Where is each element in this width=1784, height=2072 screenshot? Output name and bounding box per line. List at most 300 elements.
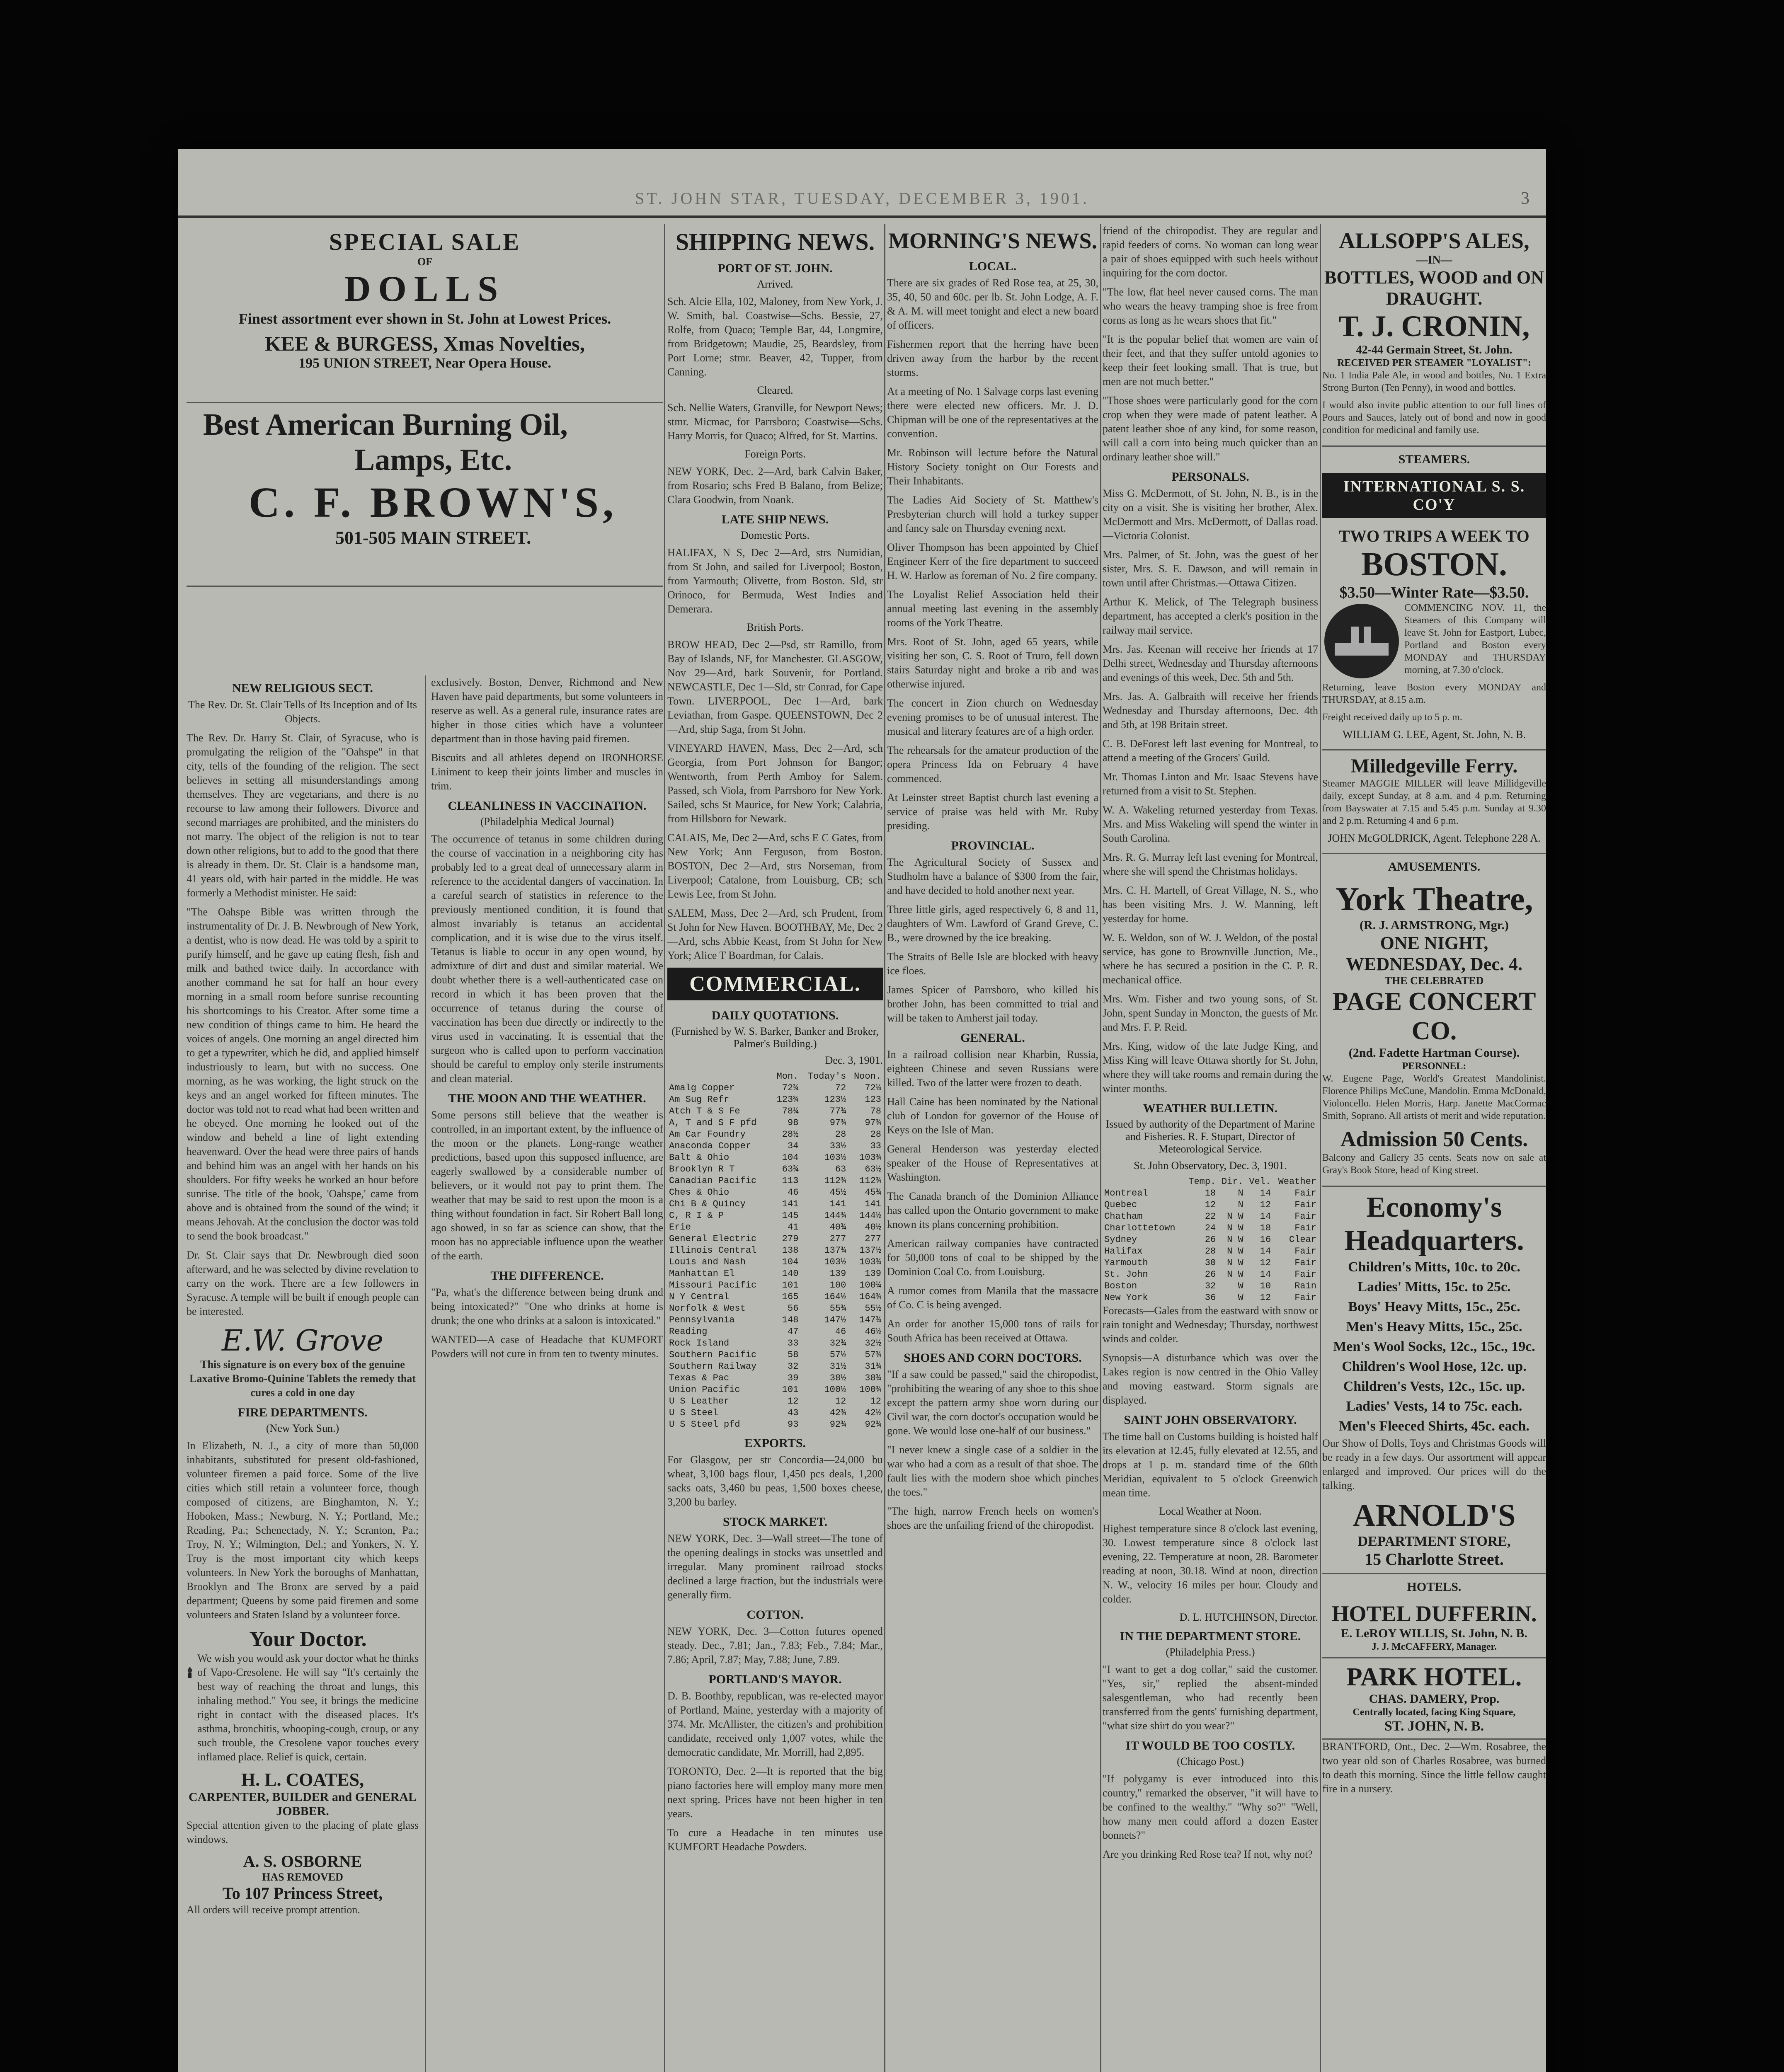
costly-para: "If polygamy is ever introduced into this country," remarked the observer, "it will have to be confined to the wealthy." "Why so?" "Well, how many men could afford a dozen Easter bonnets?" <box>1103 1773 1318 1841</box>
weather-value: 26 <box>1205 1234 1216 1245</box>
one-night: ONE NIGHT, <box>1380 933 1488 953</box>
column-2 <box>667 224 883 2072</box>
weather-row <box>1103 1292 1318 1304</box>
personal-14: Mrs. C. H. Martell, of Great Village, N. S., who has been visiting Mrs. J. W. Manning, left yesterday for home. <box>1103 884 1318 925</box>
quotation-row <box>667 1198 883 1210</box>
stock-price: 144½ <box>859 1210 881 1221</box>
headache-para: To cure a Headache in ten minutes use KUMFORT Headache Powders. <box>667 1827 883 1853</box>
news-para-24: "I never knew a single case of a soldier in the war who had a corn as a result of that shoe. The fault lies with the modern shoe which pinches the toes." <box>887 1444 1098 1498</box>
park-city: ST. JOHN, N. B. <box>1384 1719 1484 1734</box>
finest-line: Finest assortment ever shown in St. John at Lowest Prices. <box>238 310 611 327</box>
weather-value: N W <box>1227 1234 1243 1245</box>
stock-price: 97¾ <box>865 1118 881 1128</box>
stock-price: 55¾ <box>829 1303 846 1314</box>
weather-station: Yarmouth <box>1104 1258 1148 1268</box>
port-heading: PORT OF ST. JOHN. <box>717 261 833 275</box>
stock-name: Texas & Pac <box>669 1373 730 1383</box>
column-5 <box>1322 224 1546 2072</box>
stock-price: 123½ <box>824 1094 846 1105</box>
col4-para-2: "The low, flat heel never caused corns. The man who wears the heavy tramping shoe is free from corns as long as he wears shoes that fit." <box>1103 286 1318 326</box>
quotation-row <box>667 1129 883 1140</box>
stock-price: 141 <box>829 1199 846 1209</box>
stock-price: 100½ <box>824 1385 846 1395</box>
local-weather-para: Highest temperature since 8 o'clock last evening, 30. Lowest temperature since 8 o'clock last evening, 22. Temperature at noon, 28. Barometer reading at noon, 30.18. Wind at noon, direction N. W., velocity 16 miles per hour. Cloudy and colder. <box>1103 1523 1318 1605</box>
personal-9: Mrs. Jas. A. Galbraith will receive her friends Wednesday and Thursday afternoons, Dec. 4th and 5th, at 198 Britain street. <box>1103 690 1318 731</box>
stock-price: 123¾ <box>776 1094 799 1105</box>
costly-heading: IT WOULD BE TOO COSTLY. <box>1125 1739 1295 1752</box>
stock-price: 123 <box>865 1094 881 1105</box>
mayor-heading: PORTLAND'S MAYOR. <box>708 1673 842 1686</box>
news-para-12: The Agricultural Society of Sussex and Studholm have a balance of $300 from the fair, and have decided to hold another next year. <box>887 856 1098 896</box>
quotes-col-today: Today's <box>807 1071 846 1082</box>
stock-name: Atch T & S Fe <box>669 1106 740 1116</box>
stock-name: Southern Pacific <box>669 1350 757 1360</box>
sect-para-1: The Rev. Dr. Harry St. Clair, of Syracuse, who is promulgating the religion of the "Oahspe" in that city, tells of the founding of the religion. The sect believes in setting all misunderstandings among themselves. They are vegetarians, and there is no recourse to law among their followers. Divorce and second marriages are prohibited, and the ministers do not marry. The object of the religion is not to tear down other religions, but to add to the good that there is already in them. Dr. St. Clair is a handsome man, 41 years old, with hair parted in the middle. He was formerly a Methodist minister. He said: <box>187 732 419 899</box>
stock-price: 140 <box>782 1268 799 1279</box>
stock-name: U S Steel pfd <box>669 1419 740 1430</box>
weather-value: N W <box>1227 1246 1243 1256</box>
cotton-para: NEW YORK, Dec. 3—Cotton futures opened steady. Dec., 7.81; Jan., 7.83; Feb., 7.84; Mar., 7.86; April, 7.87; May, 7.88; June, 7.89. <box>667 1625 883 1665</box>
page-concert: PAGE CONCERT CO. <box>1332 988 1536 1045</box>
quotations-header-row <box>667 1071 883 1082</box>
weather-date: St. John Observatory, Dec. 3, 1901. <box>1134 1159 1287 1172</box>
stock-price: 93 <box>788 1419 799 1430</box>
quotation-row <box>667 1419 883 1431</box>
quotes-col-mon: Mon. <box>776 1071 799 1082</box>
personal-6: Mrs. Palmer, of St. John, was the guest of her sister, Mrs. S. E. Dawson, and will remain in town until after Christmas.—Ottawa Citizen. <box>1103 549 1318 589</box>
park-heading: PARK HOTEL. <box>1346 1663 1522 1691</box>
news-para-23: "If a saw could be passed," said the chiropodist, "prohibiting the wearing of any shoe to this shoe except the pattern army shoe worn during our Civil war, the corn doctor's occupation would be gone. We would lose one-half of our business." <box>887 1368 1098 1437</box>
freight-para: Freight received daily up to 5 p. m. <box>1322 712 1462 723</box>
stock-price: 277 <box>865 1234 881 1244</box>
news-para-2: Fishermen report that the herring have been driven away from the harbor by the recent storms. <box>887 338 1098 378</box>
personal-17: Mrs. King, widow of the late Judge King, and Miss King will leave Ottawa shortly for St. John, where they will take rooms and remain during the winter months. <box>1103 1040 1318 1094</box>
stock-price: 148 <box>782 1315 799 1325</box>
weather-row <box>1103 1222 1318 1234</box>
news-para-15: James Spicer of Parrsboro, who killed his brother John, has been committed to trial and will be taken to Amherst jail today. <box>887 984 1098 1024</box>
stock-price: 141 <box>782 1199 799 1209</box>
stock-price: 100 <box>829 1280 846 1290</box>
allsopp-bottles: BOTTLES, WOOD and ON DRAUGHT. <box>1324 267 1544 309</box>
osborne-sub: HAS REMOVED <box>262 1871 343 1883</box>
weather-value: Fair <box>1294 1246 1316 1256</box>
general-heading: GENERAL. <box>960 1031 1025 1045</box>
weather-row <box>1103 1257 1318 1269</box>
news-para-13: Three little girls, aged respectively 6, 8 and 11, daughters of Wm. Lawford of Grand Greve, C. B., were drowned by the ice breaking. <box>887 903 1098 944</box>
steamship-icon <box>1322 602 1401 680</box>
page-concert-sub: (2nd. Fadette Hartman Course). <box>1348 1046 1520 1060</box>
weather-value: 14 <box>1260 1246 1271 1256</box>
personal-15: W. E. Weldon, son of W. J. Weldon, of the postal service, has gone to Brownville Junction, Me., where he has secured a position in the C. P. R. mechanical office. <box>1103 932 1318 986</box>
dept-store-source: (Philadelphia Press.) <box>1166 1646 1255 1658</box>
stock-name: Reading <box>669 1326 708 1337</box>
weather-row <box>1103 1246 1318 1257</box>
stock-price: 113 <box>782 1176 799 1186</box>
price-item: Men's Heavy Mitts, 15c., 25c. <box>1346 1319 1522 1334</box>
quotation-row <box>667 1210 883 1222</box>
weather-value: 22 <box>1205 1211 1216 1222</box>
toronto-para: TORONTO, Dec. 2—It is reported that the big piano factories here will employ many more men next spring. Prices have not been higher in ten years. <box>667 1765 883 1820</box>
sale-of: OF <box>417 256 433 268</box>
observatory-heading: SAINT JOHN OBSERVATORY. <box>1124 1413 1297 1427</box>
quotations-date: Dec. 3, 1901. <box>825 1054 883 1066</box>
stock-price: 32¾ <box>829 1338 846 1348</box>
economy-heading: Economy's <box>1366 1191 1502 1223</box>
dolls-heading: DOLLS <box>344 269 506 309</box>
weather-value: 26 <box>1205 1269 1216 1280</box>
stock-price: 104 <box>782 1257 799 1267</box>
fire-para: In Elizabeth, N. J., a city of more than 50,000 inhabitants, substituted for present old-fashioned, volunteer firemen a paid force. Some of the live cities which still retain a volunteer force, though composed of citizens, are Binghamton, N. Y.; Hoboken, Mass.; Newburg, N. Y.; Portland, Me.; Reading, Pa.; Schenectady, N. Y.; Scranton, Pa.; Troy, N. Y.; Wilmington, Del.; and Yonkers, N. Y. Troy is the most important city which keeps volunteers. In New York the boroughs of Manhattan, Brooklyn and The Bronx are served by a paid department; Queens by some paid firemen and some volunteers and Staten Island by a volunteer force. <box>187 1440 419 1621</box>
stock-price: 277 <box>829 1234 846 1244</box>
stock-name: Am Car Foundry <box>669 1129 746 1140</box>
weather-value: 14 <box>1260 1211 1271 1222</box>
quotation-row <box>667 1094 883 1106</box>
moon-heading: THE MOON AND THE WEATHER. <box>448 1092 646 1105</box>
exports-heading: EXPORTS. <box>744 1436 806 1450</box>
stock-heading: STOCK MARKET. <box>722 1515 828 1529</box>
red-rose-para: Are you drinking Red Rose tea? If not, why not? <box>1103 1848 1313 1860</box>
weather-row <box>1103 1280 1318 1292</box>
allsopp-ad <box>1322 224 1546 447</box>
stock-price: 31½ <box>829 1361 846 1372</box>
weather-value: 18 <box>1260 1223 1271 1233</box>
stock-price: 63 <box>835 1164 846 1174</box>
sect-para-3: Dr. St. Clair says that Dr. Newbrough died soon afterward, and he was selected by divine revelation to carry on the work. There are a few followers in Syracuse. A temple will be built if enough people can be interested. <box>187 1249 419 1317</box>
stock-name: Rock Island <box>669 1338 730 1348</box>
weather-value: Fair <box>1294 1258 1316 1268</box>
provincial-heading: PROVINCIAL. <box>951 839 1035 852</box>
weather-value: 12 <box>1260 1258 1271 1268</box>
local-heading: LOCAL. <box>969 259 1017 273</box>
weather-value: Clear <box>1289 1234 1316 1245</box>
quotation-row <box>667 1245 883 1256</box>
sect-para-2: "The Oahspe Bible was written through the instrumentality of Dr. J. B. Newbrough of New York, a dentist, who is now dead. He was told by a spirit to purify himself, and he gave up eating flesh, fish and milk and bathed twice daily. In accordance with another command he sat for half an hour every morning in a small room before sunrise recounting his shortcomings to his Creator. After some time a new condition of things came to him. He heard the voices of angels. One morning an angel directed him to get a typewriter, which he did, and applied himself industriously to learn, but with no success. One morning, as he was working, the light struck on the keys and an angel worked for fifteen minutes. The doctor was told not to read what had been written and he obeyed. One morning he looked out of the window and beheld a line of light extending heavenward. Over the head were three pairs of hands and behind him was an angel with her hands on his shoulders. For fifty weeks he worked an hour before sunrise. The title of the book, 'Oahspe,' came from above and is obtained from the sound of the wind; it means Jehovah. At the conclusion the doctor was told to send the book broadcast." <box>187 906 419 1242</box>
quotation-row <box>667 1082 883 1094</box>
show-para: Our Show of Dolls, Toys and Christmas Goods will be ready in a few days. Our assortment will appear enlarged and improved. Our prices will do the talking. <box>1322 1437 1546 1491</box>
stock-price: 39 <box>788 1373 799 1383</box>
weather-col-dir: Dir. <box>1221 1176 1243 1187</box>
stock-price: 147½ <box>824 1315 846 1325</box>
dufferin-ad <box>1322 1597 1546 1658</box>
weather-station: Sydney <box>1104 1234 1137 1245</box>
personal-12: W. A. Wakeling returned yesterday from Texas. Mrs. and Miss Wakeling will spend the winter in South Carolina. <box>1103 804 1318 844</box>
personal-5: Miss G. McDermott, of St. John, N. B., is in the city on a visit. She is visiting her brother, Alex. McDermott and Mrs. McDermott, of Dallas road.—Victoria Colonist. <box>1103 487 1318 542</box>
news-para-5: The Ladies Aid Society of St. Matthew's Presbyterian church will hold a turkey supper and fancy sale on Thursday evening next. <box>887 494 1098 534</box>
weather-value: W <box>1238 1281 1243 1291</box>
stock-price: 98 <box>788 1118 799 1128</box>
stock-price: 32 <box>788 1361 799 1372</box>
stock-price: 12 <box>788 1396 799 1406</box>
personnel-heading: PERSONNEL: <box>1402 1061 1466 1072</box>
quotation-row <box>667 1175 883 1187</box>
stock-price: 147¾ <box>859 1315 881 1325</box>
difference-para: "Pa, what's the difference between being drunk and being intoxicated?" "One who drinks at home is drunk; the one who drinks at a saloon is intoxicated." <box>431 1286 663 1326</box>
news-para-14: The Straits of Belle Isle are blocked with heavy ice floes. <box>887 951 1098 977</box>
local-weather-heading: Local Weather at Noon. <box>1159 1505 1262 1517</box>
stock-price: 33½ <box>829 1141 846 1151</box>
weather-station: Boston <box>1104 1281 1137 1291</box>
weather-value: 36 <box>1205 1293 1216 1303</box>
stock-price: 104 <box>782 1152 799 1163</box>
stock-price: 40½ <box>865 1222 881 1232</box>
price-item: Children's Wool Hose, 12c. up. <box>1342 1359 1527 1374</box>
director-signature: D. L. HUTCHINSON, Director. <box>1179 1611 1318 1623</box>
stock-price: 47 <box>788 1326 799 1337</box>
stock-price: 57¾ <box>865 1350 881 1360</box>
stock-price: 63¾ <box>782 1164 799 1174</box>
quotations-table <box>667 1071 883 1431</box>
news-para-16: In a railroad collision near Kharbin, Russia, eighteen Chinese and seven Russians were killed. Two of the latter were frozen to death. <box>887 1048 1098 1089</box>
quotation-row <box>667 1372 883 1384</box>
quotation-row <box>667 1280 883 1291</box>
weather-value: Rain <box>1294 1281 1316 1291</box>
news-para-6: Oliver Thompson has been appointed by Chief Engineer Kerr of the fire department to succeed H. W. Harlow as foreman of No. 2 fire company. <box>887 541 1098 581</box>
stock-price: 112¾ <box>824 1176 846 1186</box>
shipping-para-1: Sch. Alcie Ella, 102, Maloney, from New York, J. W. Smith, bal. Coastwise—Schs. Bessie, 27, Rolfe, from Quaco; Temple Bar, 44, Longmire, from Bridgetown; Maudie, 25, Beardsley, from Port Lorne; stmr. Beaver, 42, Tupper, from Canning. <box>667 295 883 378</box>
price-item: Children's Mitts, 10c. to 20c. <box>1348 1259 1520 1275</box>
weather-value: 12 <box>1260 1200 1271 1210</box>
shipping-para-2: Sch. Nellie Waters, Granville, for Newport News; stmr. Micmac, for Parrsboro; Coastwise—Schs. Harry Morris, for Quaco; Alfred, for St. Martins. <box>667 402 883 442</box>
quotations-heading: DAILY QUOTATIONS. <box>711 1009 839 1022</box>
column-rule-4 <box>1320 224 1321 2072</box>
quotation-row <box>667 1140 883 1152</box>
stock-price: 45¾ <box>865 1187 881 1198</box>
admission: Admission 50 Cents. <box>1340 1128 1528 1151</box>
observatory-para: The time ball on Customs building is hoisted half its elevation at 12.45, fully elevated at 12.55, and drops at 1 p. m. standard time of the 60th Meridian, equivalent to 5 o'clock Greenwich mean time. <box>1103 1431 1318 1499</box>
dufferin-sub: E. LeROY WILLIS, St. John, N. B. <box>1340 1627 1528 1640</box>
quotation-row <box>667 1314 883 1326</box>
difference-heading: THE DIFFERENCE. <box>490 1269 604 1283</box>
stock-price: 164¾ <box>859 1292 881 1302</box>
stock-price: 55½ <box>865 1303 881 1314</box>
stock-price: 63½ <box>865 1164 881 1174</box>
news-para-8: Mrs. Root of St. John, aged 65 years, while visiting her son, C. S. Root of Truro, fell down stairs Saturday night and broke a rib and was otherwise injured. <box>887 636 1098 690</box>
stock-name: Amalg Copper <box>669 1083 735 1093</box>
personal-11: Mr. Thomas Linton and Mr. Isaac Stevens have returned from a visit to St. Stephen. <box>1103 771 1318 797</box>
returning-para: Returning, leave Boston every MONDAY and THURSDAY, at 8.15 a.m. <box>1322 682 1546 705</box>
doctor-ad <box>187 1627 419 1769</box>
column-3 <box>887 224 1098 2072</box>
steamer-block <box>1322 602 1546 681</box>
mayor-para: D. B. Boothby, republican, was re-elected mayor of Portland, Maine, yesterday with a majority of 374. Mr. McAllister, the citizen's and prohibition candidate, received only 1,007 votes, while the democratic candidate, Mr. Morrill, had 2,895. <box>667 1690 883 1758</box>
stock-name: Norfolk & West <box>669 1303 746 1314</box>
stock-price: 42¾ <box>829 1408 846 1418</box>
stock-price: 103½ <box>824 1257 846 1267</box>
quotation-row <box>667 1117 883 1129</box>
weather-value: 18 <box>1205 1188 1216 1198</box>
personnel-para: W. Eugene Page, World's Greatest Mandolinist. Florence Philips McCune, Mandolin. Emma McDonald, Violoncello. Helen Morris, Harp. Janette MacCormac Smith, Soprano. All artists of merit and wide reputation. <box>1322 1073 1546 1121</box>
mcgoldrick-agent: JOHN McGOLDRICK, Agent. Telephone 228 A. <box>1328 832 1541 844</box>
news-para-19: The Canada branch of the Dominion Alliance has called upon the Ontario government to make known its plans concerning prohibition. <box>887 1190 1098 1230</box>
york-manager: (R. J. ARMSTRONG, Mgr.) <box>1360 918 1509 932</box>
sect-heading: NEW RELIGIOUS SECT. <box>232 681 373 695</box>
weather-value: Fair <box>1294 1293 1316 1303</box>
weather-body <box>1103 1188 1318 1304</box>
brown-address: 501-505 MAIN STREET. <box>335 528 531 548</box>
quotation-row <box>667 1303 883 1314</box>
two-trips: TWO TRIPS A WEEK TO <box>1339 527 1529 545</box>
stock-price: 28 <box>870 1129 881 1140</box>
weather-value: Fair <box>1294 1269 1316 1280</box>
kee-address: 195 UNION STREET, Near Opera House. <box>298 356 551 371</box>
weather-value: N W <box>1227 1211 1243 1222</box>
weather-station: St. John <box>1104 1269 1148 1280</box>
insurance-para: exclusively. Boston, Denver, Richmond and New Haven have paid departments, but some volunteers in reserve as well. As a general rule, insurance rates are higher in those cities which have a volunteer department than in those having paid firemen. <box>431 676 663 745</box>
weather-value: 10 <box>1260 1281 1271 1291</box>
quotation-row <box>667 1222 883 1233</box>
stock-price: 145 <box>782 1210 799 1221</box>
col4-para-3: "It is the popular belief that women are vain of their feet, and that they suffer untold agonies to keep their feet looking small. That is true, but men are not much better." <box>1103 333 1318 387</box>
quotation-row <box>667 1349 883 1361</box>
column-1 <box>187 224 663 2072</box>
lee-agent: WILLIAM G. LEE, Agent, St. John, N. B. <box>1343 729 1526 741</box>
weather-col-vel: Vel. <box>1249 1176 1271 1187</box>
shipping-title: SHIPPING NEWS. <box>675 228 875 255</box>
col4-para-1: friend of the chiropodist. They are regular and rapid feeders of corns. No woman can long wear a pair of shoes equipped with such heels without inquiring for the corn doctor. <box>1103 225 1318 279</box>
news-para-7: The Loyalist Relief Association held their annual meeting last evening in the assembly rooms of the York Theatre. <box>887 588 1098 629</box>
stock-name: Pennsylvania <box>669 1315 735 1325</box>
stock-price: 33 <box>788 1338 799 1348</box>
personal-10: C. B. DeForest left last evening for Montreal, to attend a meeting of the Grocers' Guild. <box>1103 738 1318 764</box>
stock-price: 141 <box>865 1199 881 1209</box>
doctor-para: We wish you would ask your doctor what he thinks of Vapo-Cresolene. He will say "It's certainly the best way of reaching the throat and lungs, this inhaling method." You see, it brings the medicine right in contact with the diseased places. It's asthma, bronchitis, whooping-cough, croup, or any such trouble, the Cresolene vapor touches every inflamed place. Relief is quick, certain. <box>197 1652 419 1763</box>
york-theatre-ad <box>1322 876 1546 1187</box>
weather-value: 32 <box>1205 1281 1216 1291</box>
stock-price: 103¾ <box>859 1152 881 1163</box>
mccaffery-manager: J. J. McCAFFERY, Manager. <box>1371 1641 1497 1652</box>
public-para: I would also invite public attention to our full lines of Pours and Sauces, lately out of bond and now in good condition for medicinal and family use. <box>1322 400 1546 436</box>
stock-price: 38¾ <box>865 1373 881 1383</box>
commercial-heading: COMMERCIAL. <box>667 968 883 1000</box>
column-4 <box>1103 224 1318 2072</box>
quotations-body <box>667 1082 883 1431</box>
shipping-para-6: VINEYARD HAVEN, Mass, Dec 2—Ard, sch Georgia, from Port Johnson for Bangor; Wentworth, from Perth Amboy for Salem. Passed, sch Viola, from Parrsboro for New York. Sailed, schs St Maurice, for New York; Calabria, from Hillsboro for Newark. <box>667 742 883 825</box>
stock-price: 45½ <box>829 1187 846 1198</box>
stock-price: 72¼ <box>865 1083 881 1093</box>
intl-heading: INTERNATIONAL S. S. CO'Y <box>1322 473 1546 518</box>
news-para-25: "The high, narrow French heels on women's shoes are the unfailing friend of the chiropodist. <box>887 1505 1098 1531</box>
ferry-ad <box>1322 750 1546 854</box>
price-item: Children's Vests, 12c., 15c. up. <box>1343 1379 1525 1394</box>
stock-price: 164½ <box>824 1292 846 1302</box>
quotation-row <box>667 1384 883 1396</box>
lamp-icon <box>187 1627 193 1718</box>
stock-para: NEW YORK, Dec. 3—Wall street—The tone of the opening dealings in stocks was unsettled and irregular. Many prominent railroad stocks declined a large fraction, but the industrials were generally firm. <box>667 1532 883 1601</box>
price-item: Men's Fleeced Shirts, 45c. each. <box>1339 1418 1529 1434</box>
stock-price: 78¼ <box>782 1106 799 1116</box>
brown-heading: C. F. BROWN'S, <box>248 479 618 526</box>
stock-price: 46½ <box>865 1326 881 1337</box>
stock-name: U S Steel <box>669 1408 718 1418</box>
arnold-heading: ARNOLD'S <box>1353 1498 1516 1533</box>
stock-name: N Y Central <box>669 1292 730 1302</box>
signature-image: E.W. Grove <box>221 1324 384 1358</box>
stock-price: 42½ <box>865 1408 881 1418</box>
stock-name: Chi B & Quincy <box>669 1199 746 1209</box>
stock-name: Brooklyn R T <box>669 1164 735 1174</box>
stock-price: 97¾ <box>829 1118 846 1128</box>
fire-source: (New York Sun.) <box>266 1422 339 1434</box>
biscuits-para: Biscuits and all athletes depend on IRONHORSE Liniment to keep their joints limber and muscles in trim. <box>431 752 663 792</box>
quotation-row <box>667 1187 883 1198</box>
stock-price: 72 <box>835 1083 846 1093</box>
quotation-row <box>667 1164 883 1175</box>
steamship-ad <box>1322 469 1546 750</box>
quotation-row <box>667 1396 883 1407</box>
osborne-note: All orders will receive prompt attention. <box>187 1904 360 1916</box>
stock-price: 40¾ <box>829 1222 846 1232</box>
morning-news-title: MORNING'S NEWS. <box>888 228 1098 253</box>
weather-value: 12 <box>1260 1293 1271 1303</box>
page-number: 3 <box>1521 189 1529 208</box>
news-para-11: At Leinster street Baptist church last evening a service of praise was held with Mr. Ruby presiding. <box>887 792 1098 832</box>
vaccination-para: The occurrence of tetanus in some children during the course of vaccination in a neighboring city has probably led to a great deal of unnecessary alarm in reference to the accidental dangers of vaccination. In a careful search of statistics in reference to the previously mentioned condition, it is found that almost invariably is tetanus an accidental complication, and it is wise due to the virus itself. Tetanus is liable to occur in any open wound, by admixture of dirt and dust and similar material. We doubt whether there is a well-authenticated case on record in which it has been proven that the occurrence of tetanus during the course of vaccination has been due directly or indirectly to the virus used in vaccinating. It is essential that the surgeon who is called upon to perform vaccination should be careful to employ only sterile instruments and clean material. <box>431 833 663 1084</box>
stock-price: 139 <box>865 1268 881 1279</box>
stock-price: 12 <box>835 1396 846 1406</box>
dufferin-heading: HOTEL DUFFERIN. <box>1331 1601 1537 1626</box>
news-para-10: The rehearsals for the amateur production of the opera Princess Ida on February 4 have commenced. <box>887 744 1098 784</box>
shipping-para-8: SALEM, Mass, Dec 2—Ard, sch Prudent, from St John for New Haven. BOOTHBAY, Me, Dec 2—Ard, schs Abbie Keast, from St John for New York; Alice T Boardman, for Calais. <box>667 907 883 961</box>
osborne-address: To 107 Princess Street, <box>222 1884 383 1903</box>
hotels-heading: HOTELS. <box>1407 1580 1462 1594</box>
stock-price: 32½ <box>865 1338 881 1348</box>
economy-ad <box>1322 1187 1546 1574</box>
weather-value: N <box>1238 1188 1243 1198</box>
stock-price: 103½ <box>824 1152 846 1163</box>
stock-price: 28 <box>835 1129 846 1140</box>
price-list <box>1322 1257 1546 1436</box>
weather-station: Montreal <box>1104 1188 1148 1198</box>
stock-price: 100¾ <box>859 1385 881 1395</box>
shipping-para-4: HALIFAX, N S, Dec 2—Ard, strs Numidian, from St John, and sailed for Liverpool; Boston, from Yarmouth; Olivette, from Boston. Sld, str Orinoco, for Bermuda, West Indies and Demerara. <box>667 547 883 615</box>
amusements-heading: AMUSEMENTS. <box>1388 860 1481 874</box>
stock-price: 41 <box>788 1222 799 1232</box>
weather-value: N W <box>1227 1269 1243 1280</box>
masthead: ST. JOHN STAR, TUESDAY, DECEMBER 3, 1901. <box>635 189 1089 208</box>
sect-subhead: The Rev. Dr. St. Clair Tells of Its Inception and of Its Objects. <box>188 699 417 725</box>
stock-name: Am Sug Refr <box>669 1094 730 1105</box>
dolls-ad <box>187 224 663 403</box>
quotation-row <box>667 1338 883 1349</box>
weather-value: Fair <box>1294 1223 1316 1233</box>
cleared-label: Cleared. <box>757 384 793 396</box>
news-para-9: The concert in Zion church on Wednesday evening promises to be of unusual interest. The musical and literary features are of a high order. <box>887 697 1098 737</box>
stock-price: 72¾ <box>782 1083 799 1093</box>
costly-source: (Chicago Post.) <box>1177 1755 1244 1767</box>
cronin-address: 42-44 Germain Street, St. John. <box>1356 344 1513 356</box>
weather-station: Halifax <box>1104 1246 1143 1256</box>
stock-price: 92¾ <box>829 1419 846 1430</box>
vaccination-heading: CLEANLINESS IN VACCINATION. <box>448 799 647 813</box>
exports-para: For Glasgow, per str Concordia—24,000 bu wheat, 3,100 bags flour, 1,450 pcs deals, 1,200 sacks oats, 3,460 bu peas, 1,500 boxes cheese, 3,200 bu barley. <box>667 1454 883 1508</box>
forecast-para: Forecasts—Gales from the eastward with snow or rain tonight and Wednesday; Thursday, northwest winds and colder. <box>1103 1305 1318 1345</box>
ferry-heading: Milledgeville Ferry. <box>1350 755 1518 777</box>
quotation-row <box>667 1233 883 1245</box>
cotton-heading: COTTON. <box>747 1608 804 1622</box>
stock-price: 77¾ <box>829 1106 846 1116</box>
stock-name: Louis and Nash <box>669 1257 746 1267</box>
stock-price: 103¾ <box>859 1257 881 1267</box>
weather-col-weather: Weather <box>1278 1176 1316 1187</box>
quotation-row <box>667 1291 883 1303</box>
masthead-rule <box>178 215 1546 218</box>
weather-row <box>1103 1211 1318 1222</box>
news-para-17: Hall Caine has been nominated by the National club of London for governor of the House of Keys on the Isle of Man. <box>887 1096 1098 1136</box>
stock-name: Southern Railway <box>669 1361 757 1372</box>
column-1b <box>431 675 663 2072</box>
column-rule-1 <box>664 224 665 2072</box>
stock-price: 279 <box>782 1234 799 1244</box>
